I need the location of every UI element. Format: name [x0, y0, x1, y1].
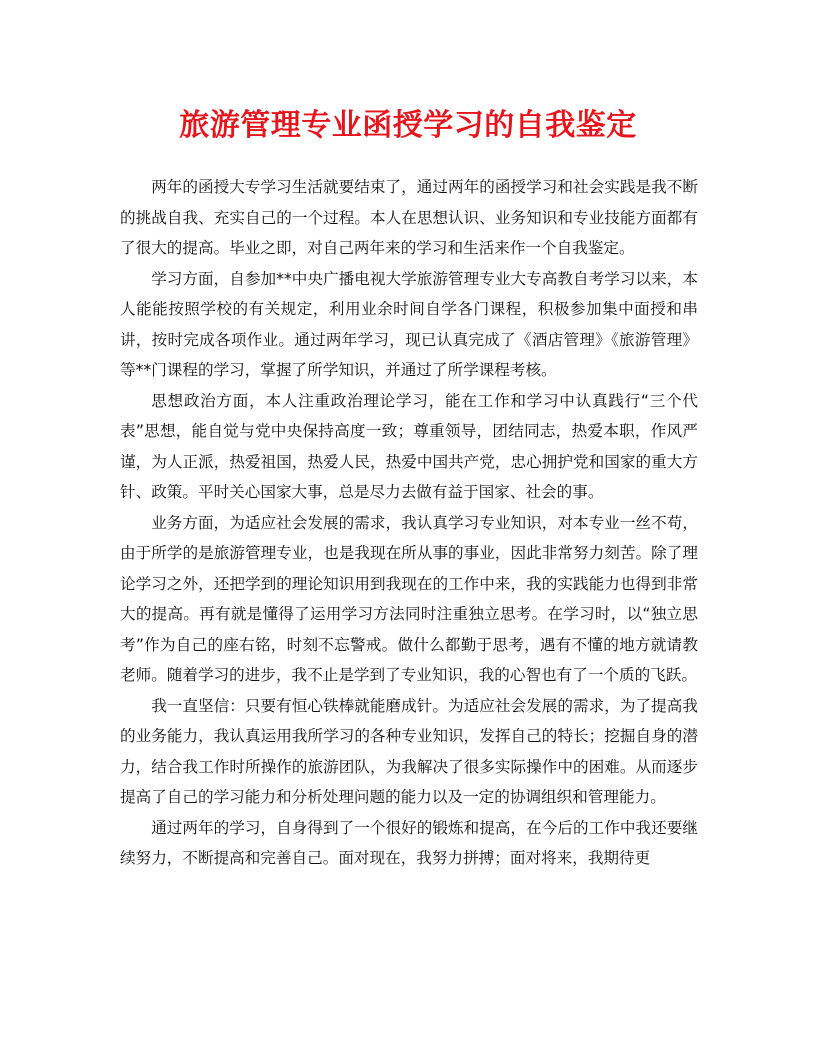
- paragraph-study: 学习方面，自参加**中央广播电视大学旅游管理专业大专高教自考学习以来，本人能能按照学校的有关规定，利用业余时间自学各门课程，积极参加集中面授和串讲，按时完成各项作业。通过两年学习，现已认真完成了《酒店管理》《旅游管理》等**门课程的学习，掌握了所学知识，并通过了所学课程考核。: [120, 269, 698, 379]
- paragraph-intro: 两年的函授大专学习生活就要结束了，通过两年的函授学习和社会实践是我不断的挑战自我、充实自己的一个过程。本人在思想认识、业务知识和专业技能方面都有了很大的提高。毕业之即，对自己两年来的学习和生活来作一个自我鉴定。: [120, 178, 698, 257]
- document-title: 旅游管理专业函授学习的自我鉴定: [179, 108, 637, 143]
- paragraph-conclusion: 通过两年的学习，自身得到了一个很好的锻炼和提高，在今后的工作中我还要继续努力，不断提高和完善自己。面对现在，我努力拼搏；面对将来，我期待更: [120, 818, 698, 867]
- paragraph-belief: 我一直坚信：只要有恒心铁棒就能磨成针。为适应社会发展的需求，为了提高我的业务能力，我认真运用我所学习的各种专业知识，发挥自己的特长；挖掘自身的潜力，结合我工作时所操作的旅游团队，为我解决了很多实际操作中的困难。从而逐步提高了自己的学习能力和分析处理问题的能力以及一定的协调组织和管理能力。: [120, 696, 698, 806]
- paragraph-politics: 思想政治方面，本人注重政治理论学习，能在工作和学习中认真践行“三个代表”思想，能自觉与党中央保持高度一致；尊重领导，团结同志，热爱本职，作风严谨，为人正派，热爱祖国，热爱人民，热爱中国共产党，忠心拥护党和国家的重大方针、政策。平时关心国家大事，总是尽力去做有益于国家、社会的事。: [120, 391, 698, 501]
- paragraph-business: 业务方面，为适应社会发展的需求，我认真学习专业知识，对本专业一丝不苟，由于所学的是旅游管理专业，也是我现在所从事的事业，因此非常努力刻苦。除了理论学习之外，还把学到的理论知识用到我现在的工作中来，我的实践能力也得到非常大的提高。再有就是懂得了运用学习方法同时注重独立思考。在学习时，以“独立思考”作为自己的座右铭，时刻不忘警戒。做什么都勤于思考，遇有不懂的地方就请教老师。随着学习的进步，我不止是学到了专业知识，我的心智也有了一个质的飞跃。: [120, 513, 698, 684]
- document-body: [120, 172, 698, 874]
